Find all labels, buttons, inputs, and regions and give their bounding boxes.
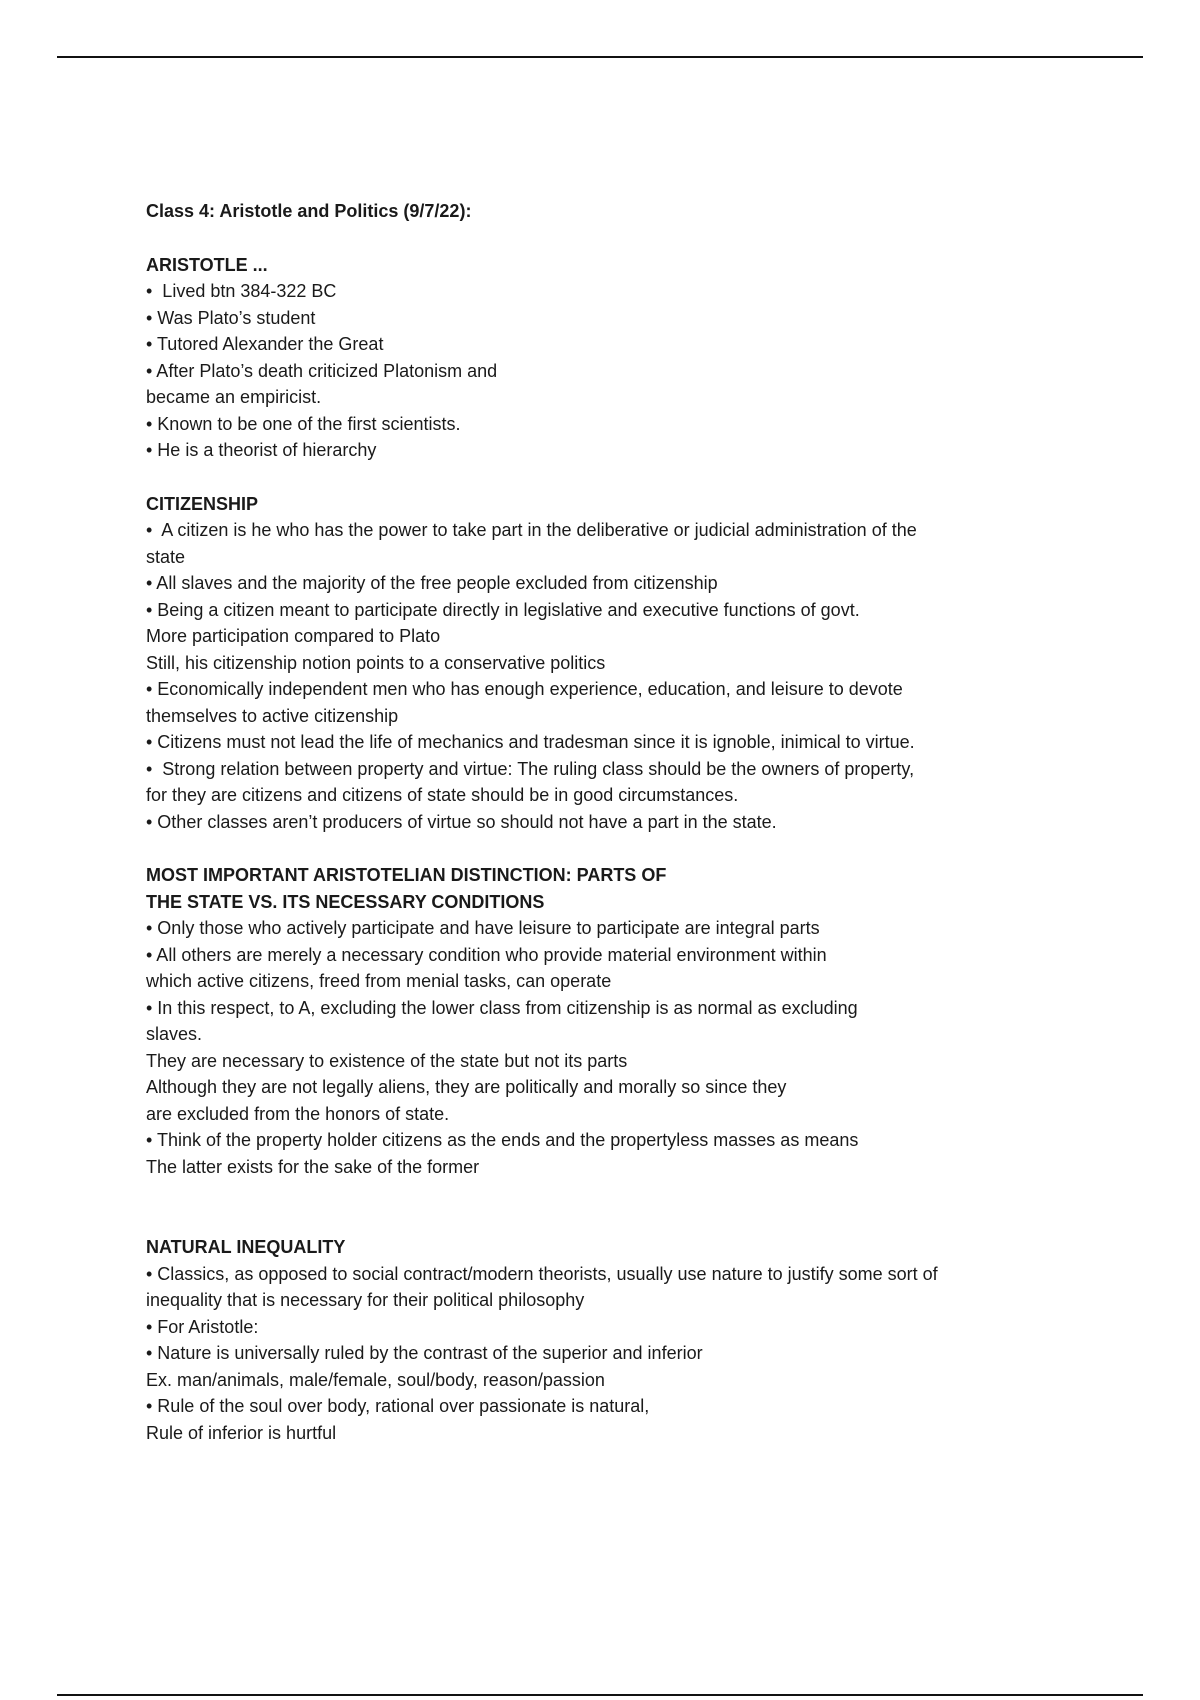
bullet-line: • Citizens must not lead the life of mechanics and tradesman since it is ignoble, inimical to virtue. [146,732,915,752]
text-line: state [146,546,186,567]
text-line: Ex. man/animals, male/female, soul/body, reason/passion [146,1369,605,1390]
bullet-line: • All others are merely a necessary condition who provide material environment within [146,944,827,965]
section-heading: THE STATE VS. ITS NECESSARY CONDITIONS [146,891,545,912]
text-line: which active citizens, freed from menial tasks, can operate [146,971,612,991]
text-line: for they are citizens and citizens of state should be in good circumstances. [146,785,739,805]
document-body [146,198,1056,1446]
text-line: More participation compared to Plato [146,626,441,646]
bullet-line: • Known to be one of the first scientists. [146,413,461,434]
bullet-line: • Nature is universally ruled by the contrast of the superior and inferior [146,1343,703,1363]
section-citizenship [146,491,1056,836]
section-heading: NATURAL INEQUALITY [146,1237,346,1257]
bullet-line: • A citizen is he who has the power to take part in the deliberative or judicial administration of the [146,520,917,540]
bullet-line: • He is a theorist of hierarchy [146,440,377,460]
page-top-rule [57,56,1143,58]
bullet-line: • Strong relation between property and virtue: The ruling class should be the owners of property, [146,758,915,779]
text-line: themselves to active citizenship [146,705,399,726]
bullet-line: • In this respect, to A, excluding the lower class from citizenship is as normal as excluding [146,997,858,1018]
bullet-line: • Rule of the soul over body, rational over passionate is natural, [146,1396,650,1416]
text-line: Still, his citizenship notion points to a conservative politics [146,652,606,673]
bullet-line: • After Plato’s death criticized Platonism and [146,360,498,381]
bullet-line: • Only those who actively participate and have leisure to participate are integral parts [146,918,820,938]
section-distinction [146,862,1056,1180]
bullet-line: • All slaves and the majority of the free people excluded from citizenship [146,573,718,593]
page-bottom-rule [57,1694,1143,1696]
section-heading: CITIZENSHIP [146,493,259,514]
text-line: They are necessary to existence of the state but not its parts [146,1050,628,1071]
bullet-line: • Was Plato’s student [146,307,316,328]
text-line: The latter exists for the sake of the former [146,1156,480,1177]
section-heading: ARISTOTLE ... [146,254,268,275]
text-line: slaves. [146,1024,203,1044]
bullet-line: • Economically independent men who has enough experience, education, and leisure to devote [146,679,903,699]
section-natural-inequality [146,1234,1056,1446]
text-line: inequality that is necessary for their political philosophy [146,1290,585,1310]
section-heading: MOST IMPORTANT ARISTOTELIAN DISTINCTION: PARTS OF [146,865,667,885]
text-line: became an empiricist. [146,387,322,407]
text-line: Rule of inferior is hurtful [146,1422,337,1443]
bullet-line: • Being a citizen meant to participate directly in legislative and executive functions of govt. [146,599,860,620]
bullet-line: • Tutored Alexander the Great [146,334,384,354]
text-line: Although they are not legally aliens, they are politically and morally so since they [146,1077,787,1097]
document-title: Class 4: Aristotle and Politics (9/7/22): [146,201,472,221]
bullet-line: • Other classes aren’t producers of virtue so should not have a part in the state. [146,811,777,832]
bullet-line: • Lived btn 384-322 BC [146,281,337,301]
section-aristotle [146,252,1056,464]
text-line: are excluded from the honors of state. [146,1103,450,1124]
bullet-line: • Classics, as opposed to social contract/modern theorists, usually use nature to justify some sort of [146,1263,938,1284]
bullet-line: • Think of the property holder citizens as the ends and the propertyless masses as means [146,1130,859,1150]
bullet-line: • For Aristotle: [146,1316,259,1337]
